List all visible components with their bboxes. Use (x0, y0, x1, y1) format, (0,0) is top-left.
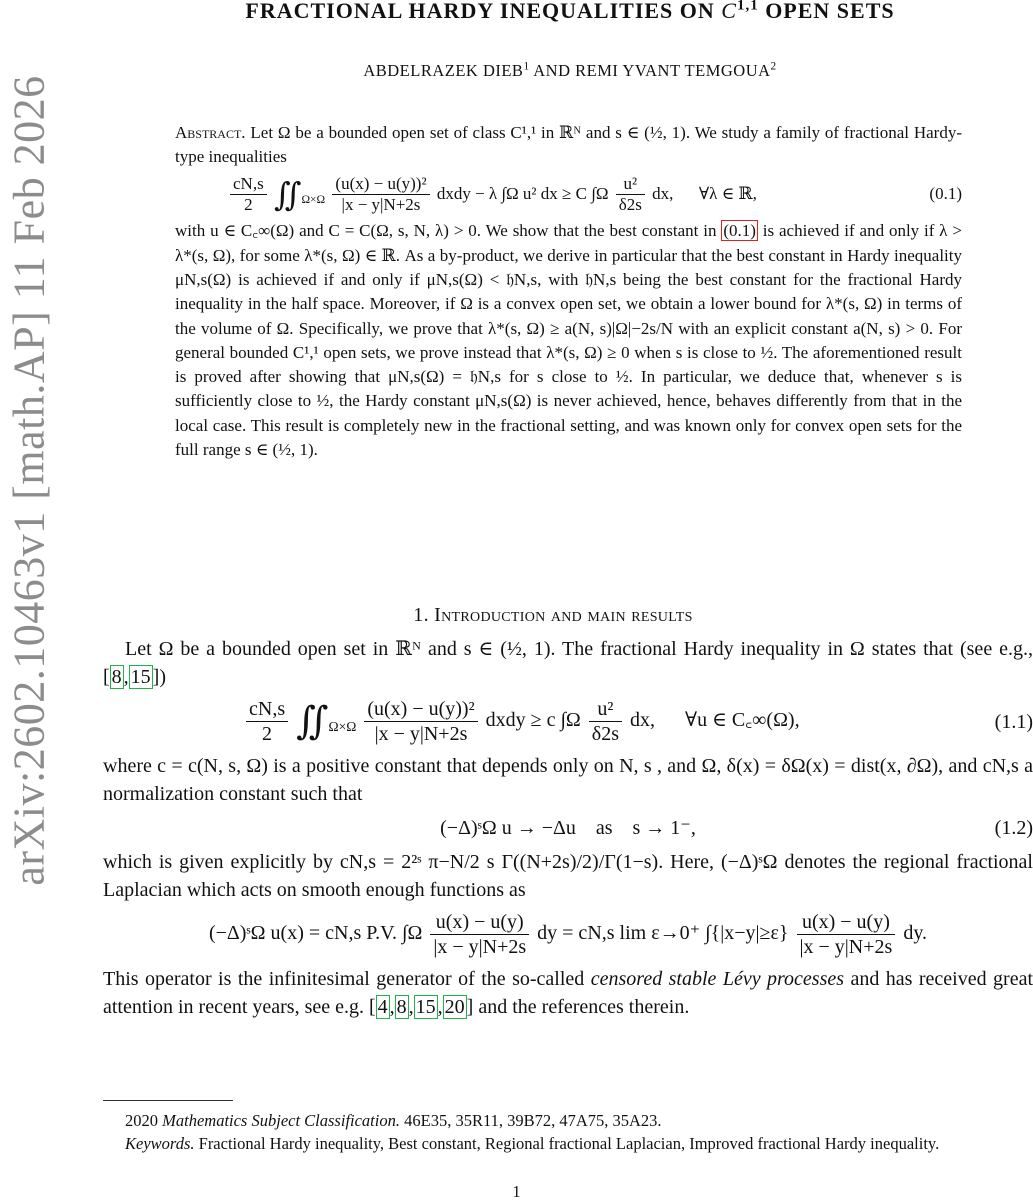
abstract: Abstract. Let Ω be a bounded open set of class C¹,¹ in ℝᴺ and s ∈ (½, 1). We study a family of fractional Hardy-type inequalities $\frac{cN,s}{2}$ $∬_{\Omega\times\Omega}$ $\frac{\text{(u(x) − u(y))²}}{|x - y|N+2s}$ dxdy − λ ∫Ω u² dx ≥ C ∫Ω $\frac{\text{u²}}{\delta 2s}$ dx, ∀λ ∈ ℝ, (0.1) with u ∈ C꜀∞(Ω) and C = C(Ω, s, N, λ) > 0. We show that the best constant in (0.1) is achieved if and only if λ > λ*(s, Ω), for some λ*(s, Ω) ∈ ℝ. As a by-product, we derive in particular that the best constant in Hardy inequality μN,s(Ω) is achieved if and only if μN,s(Ω) < 𝔥N,s, with 𝔥N,s being the best constant for the fractional Hardy inequality in the half space. Moreover, if Ω is a convex open set, we obtain a lower bound for λ*(s, Ω) in terms of the volume of Ω. Specifically, we prove that λ*(s, Ω) ≥ a(N, s)|Ω|−2s/N with an explicit constant a(N, s) > 0. For general bounded C¹,¹ open sets, we prove instead that λ*(s, Ω) ≥ 0 when s is close to ½. The aforementioned result is proved after showing that μN,s(Ω) = 𝔥N,s for s close to ½. In particular, we deduce that, whenever s is sufficiently close to ½, the Hardy constant μN,s(Ω) is never achieved, hence, behaves differently from that in the local case. This result is completely new in the fractional setting, and was known only for convex open sets for the full range s ∈ (½, 1). (175, 123, 962, 460)
citation-link[interactable]: 20 (444, 996, 465, 1018)
abstract-label: Abstract. (175, 123, 246, 142)
paragraph: This operator is the infinitesimal generator of the so-called censored stable Lévy processes and has received great attention in recent years, see e.g. [ 4 , 8 , 15 , 20 ] and the references therein. (103, 968, 1033, 1018)
citation-link[interactable]: 8 (111, 666, 122, 688)
equation-number: (1.1) (994, 710, 1033, 733)
paragraph: Let Ω be a bounded open set in ℝᴺ and s ∈ (½, 1). The fractional Hardy inequality in Ω states that (see e.g., [ 8 , 15 ]) (103, 638, 1033, 688)
equation-regional-laplacian: (−Δ)ˢΩ u(x) = cN,s P.V. ∫Ω $\frac{u(x) - u(y)}{|x - y|N+2s}$ dy = cN,s lim ε→0⁺ ∫{|x−y|≥ε} $\frac{u(x) - u(y)}{|x - y|N+2s}$ dy. (208, 911, 928, 958)
introduction-section (103, 601, 1033, 1021)
equation-1-2: (−Δ)ˢΩ u → −Δu as s → 1⁻, (1.2) (103, 814, 1033, 842)
citation-link[interactable]: 15 (130, 666, 151, 688)
equation-number: (0.1) (929, 184, 962, 204)
author-name: ABDELRAZEK DIEB (363, 61, 524, 80)
equation-0-1: $\frac{cN,s}{2}$ $∬_{\Omega\times\Omega}$ $\frac{\text{(u(x) − u(y))²}}{|x - y|N+2s}$ dxdy − λ ∫Ω u² dx ≥ C ∫Ω $\frac{\text{u²}}{\delta 2s}$ dx, ∀λ ∈ ℝ, (0.1) (175, 174, 962, 216)
equation-ref-link[interactable]: (0.1) (723, 221, 756, 241)
authors: ABDELRAZEK DIEB$^1$ AND REMI YVANT TEMGOUA$^2$ (363, 60, 777, 80)
citation-link[interactable]: 15 (415, 996, 436, 1018)
footnote: 2020 Mathematics Subject Classification. 46E35, 35R11, 39B72, 47A75, 35A23. Keywords. Fractional Hardy inequality, Best constant, Regional fractional Laplacian, Improved fractional Hardy inequality. (103, 1100, 1033, 1155)
page-number: 1 (512, 1182, 521, 1201)
paragraph: where c = c(N, s, Ω) is a positive constant that depends only on N, s , and Ω, δ(x) = δΩ(x) = dist(x, ∂Ω), and cN,s a normalization constant such that (103, 755, 1033, 805)
equation-number: (1.2) (994, 817, 1033, 839)
citation-link[interactable]: 8 (396, 996, 407, 1018)
author-name: REMI YVANT TEMGOUA (575, 61, 771, 80)
citation-link[interactable]: 4 (377, 996, 388, 1018)
arxiv-identifier: arXiv:2602.10463v1 [math.AP] 11 Feb 2026 (4, 74, 54, 886)
section-title: 1. Introduction and main results (413, 604, 693, 626)
footnote-rule (103, 1100, 233, 1101)
paper-title: FRACTIONAL HARDY INEQUALITIES ON C$^{1,1}$ OPEN SETS (245, 0, 895, 23)
paragraph: which is given explicitly by cN,s = 2²ˢ π−N/2 s Γ((N+2s)/2)/Γ(1−s). Here, (−Δ)ˢΩ denotes the regional fractional Laplacian which acts on smooth enough functions as (103, 851, 1033, 901)
equation-1-1: $\frac{cN,s}{2}$ $∬_{\Omega\times\Omega}$ $\frac{\text{(u(x) − u(y))²}}{|x - y|N+2s}$ dxdy ≥ c ∫Ω $\frac{\text{u²}}{\delta 2s}$ dx, ∀u ∈ C꜀∞(Ω), (1.1) (103, 697, 1033, 746)
